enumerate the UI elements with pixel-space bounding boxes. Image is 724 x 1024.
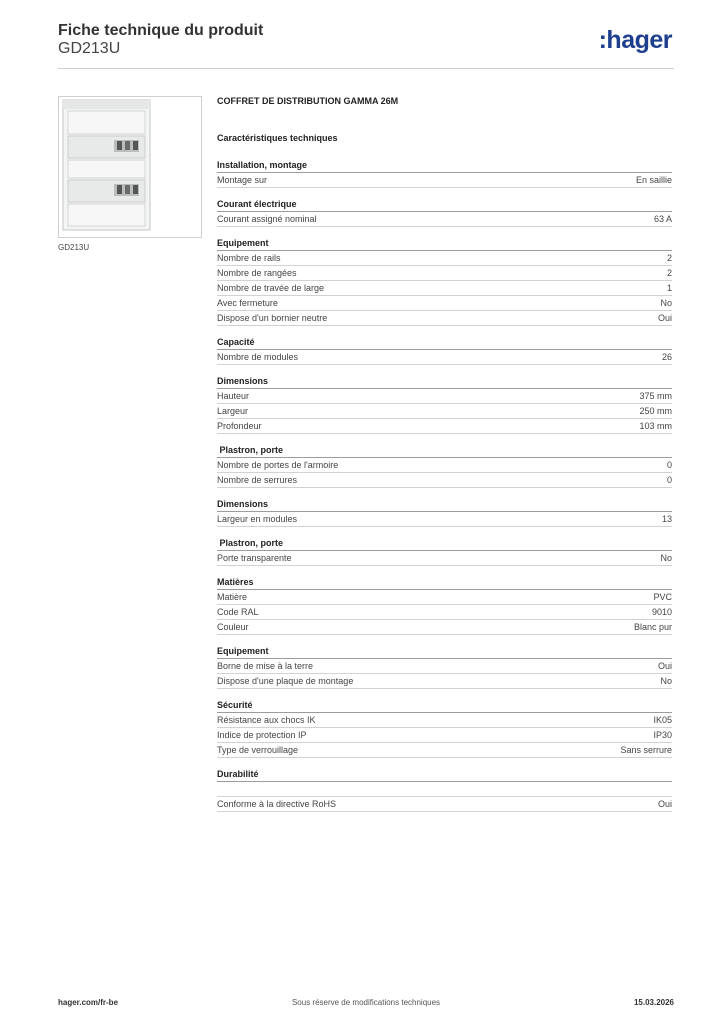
spec-group-title: Equipement bbox=[217, 644, 672, 659]
spec-group-title: Dimensions bbox=[217, 497, 672, 512]
spec-value: IK05 bbox=[653, 715, 672, 725]
spec-group-title: Plastron, porte bbox=[217, 536, 672, 551]
spec-label: Indice de protection IP bbox=[217, 730, 307, 740]
product-code: GD213U bbox=[58, 40, 121, 57]
logo-text: :hager bbox=[598, 26, 672, 54]
spec-value: 26 bbox=[661, 352, 672, 362]
spec-row bbox=[217, 551, 672, 566]
document-title: Fiche technique du produit bbox=[58, 22, 264, 39]
spec-group bbox=[217, 644, 672, 689]
spec-label: Nombre de portes de l'armoire bbox=[217, 460, 339, 470]
spec-label: Type de verrouillage bbox=[217, 745, 299, 755]
spec-value: 375 mm bbox=[639, 391, 672, 401]
spec-label: Dispose d'un bornier neutre bbox=[217, 313, 328, 323]
spec-group-title: Installation, montage bbox=[217, 158, 672, 173]
spec-row bbox=[217, 620, 672, 635]
spec-value: En saillie bbox=[635, 175, 672, 185]
spec-label: Largeur bbox=[217, 406, 249, 416]
footer-website: hager.com/fr-be bbox=[58, 998, 119, 1007]
spec-label: Conforme à la directive RoHS bbox=[217, 799, 337, 809]
spec-row bbox=[217, 251, 672, 266]
spec-label: Avec fermeture bbox=[217, 298, 278, 308]
spec-row bbox=[217, 797, 672, 812]
spec-row bbox=[217, 212, 672, 227]
spec-group bbox=[217, 158, 672, 188]
spec-label: Résistance aux chocs IK bbox=[217, 715, 316, 725]
spec-group-title: Dimensions bbox=[217, 374, 672, 389]
spec-label: Nombre de rails bbox=[217, 253, 281, 263]
spec-label: Dispose d'une plaque de montage bbox=[217, 676, 354, 686]
spec-label: Porte transparente bbox=[217, 553, 292, 563]
spec-group bbox=[217, 335, 672, 365]
spec-row bbox=[217, 674, 672, 689]
spec-group bbox=[217, 698, 672, 758]
spec-row bbox=[217, 512, 672, 527]
spec-value: 13 bbox=[661, 514, 672, 524]
spec-row bbox=[217, 659, 672, 674]
spec-row bbox=[217, 605, 672, 620]
spec-group-title: Courant électrique bbox=[217, 197, 672, 212]
spec-value: 2 bbox=[666, 268, 672, 278]
distribution-box-illustration bbox=[59, 97, 201, 237]
spec-row bbox=[217, 173, 672, 188]
spec-value: Oui bbox=[657, 799, 672, 809]
spec-label: Nombre de travée de large bbox=[217, 283, 325, 293]
spec-label: Nombre de rangées bbox=[217, 268, 297, 278]
spec-value: 1 bbox=[666, 283, 672, 293]
spec-group-title: Equipement bbox=[217, 236, 672, 251]
spec-group bbox=[217, 236, 672, 326]
spec-row bbox=[217, 281, 672, 296]
document-header bbox=[58, 22, 674, 68]
spec-label: Borne de mise à la terre bbox=[217, 661, 314, 671]
spec-label: Matière bbox=[217, 592, 248, 602]
spec-group bbox=[217, 443, 672, 488]
spec-value: IP30 bbox=[653, 730, 672, 740]
spec-group-title: Plastron, porte bbox=[217, 443, 672, 458]
section-heading: Caractéristiques techniques bbox=[217, 133, 338, 143]
spec-label: Couleur bbox=[217, 622, 249, 632]
spec-row bbox=[217, 266, 672, 281]
spec-group bbox=[217, 575, 672, 635]
spec-group-title: Matières bbox=[217, 575, 672, 590]
spec-label: Code RAL bbox=[217, 607, 259, 617]
spec-label: Nombre de serrures bbox=[217, 475, 298, 485]
header-divider bbox=[58, 68, 674, 69]
spec-label: Profondeur bbox=[217, 421, 262, 431]
spec-row bbox=[217, 296, 672, 311]
spec-group bbox=[217, 536, 672, 566]
spec-row bbox=[217, 419, 672, 434]
spec-row bbox=[217, 713, 672, 728]
hager-logo bbox=[599, 26, 672, 55]
spec-group bbox=[217, 197, 672, 227]
specifications bbox=[217, 96, 672, 821]
spec-value: No bbox=[660, 676, 672, 686]
spec-row bbox=[217, 743, 672, 758]
product-name: COFFRET DE DISTRIBUTION GAMMA 26M bbox=[217, 96, 399, 106]
spec-value: 250 mm bbox=[639, 406, 672, 416]
spec-value: No bbox=[660, 298, 672, 308]
spec-value: PVC bbox=[653, 592, 672, 602]
spec-group-title: Capacité bbox=[217, 335, 672, 350]
spec-value: Oui bbox=[657, 313, 672, 323]
spec-value: 9010 bbox=[651, 607, 672, 617]
spec-group-title: Sécurité bbox=[217, 698, 672, 713]
spec-label: Largeur en modules bbox=[217, 514, 298, 524]
footer-disclaimer: Sous réserve de modifications techniques bbox=[291, 998, 441, 1007]
spec-row bbox=[217, 473, 672, 488]
spec-row bbox=[217, 389, 672, 404]
spec-label: Courant assigné nominal bbox=[217, 214, 317, 224]
spec-value: 63 A bbox=[653, 214, 672, 224]
spec-row bbox=[217, 458, 672, 473]
spec-value: No bbox=[660, 553, 672, 563]
spec-row bbox=[217, 728, 672, 743]
spec-value: Oui bbox=[657, 661, 672, 671]
footer-date: 15.03.2026 bbox=[633, 998, 674, 1007]
spec-row bbox=[217, 782, 672, 797]
spec-value: Blanc pur bbox=[633, 622, 672, 632]
spec-group bbox=[217, 497, 672, 527]
product-image bbox=[58, 96, 202, 238]
product-image-caption: GD213U bbox=[58, 243, 90, 252]
spec-value: Sans serrure bbox=[620, 745, 672, 755]
spec-label: Montage sur bbox=[217, 175, 268, 185]
spec-label: Nombre de modules bbox=[217, 352, 299, 362]
spec-group bbox=[217, 767, 672, 812]
spec-row bbox=[217, 311, 672, 326]
spec-value: 0 bbox=[666, 475, 672, 485]
spec-row bbox=[217, 350, 672, 365]
spec-groups bbox=[217, 158, 672, 812]
spec-label: Hauteur bbox=[217, 391, 250, 401]
spec-group bbox=[217, 374, 672, 434]
spec-value: 103 mm bbox=[639, 421, 672, 431]
spec-value: 2 bbox=[666, 253, 672, 263]
spec-group-title: Durabilité bbox=[217, 767, 672, 782]
spec-value: 0 bbox=[666, 460, 672, 470]
spec-row bbox=[217, 590, 672, 605]
spec-row bbox=[217, 404, 672, 419]
